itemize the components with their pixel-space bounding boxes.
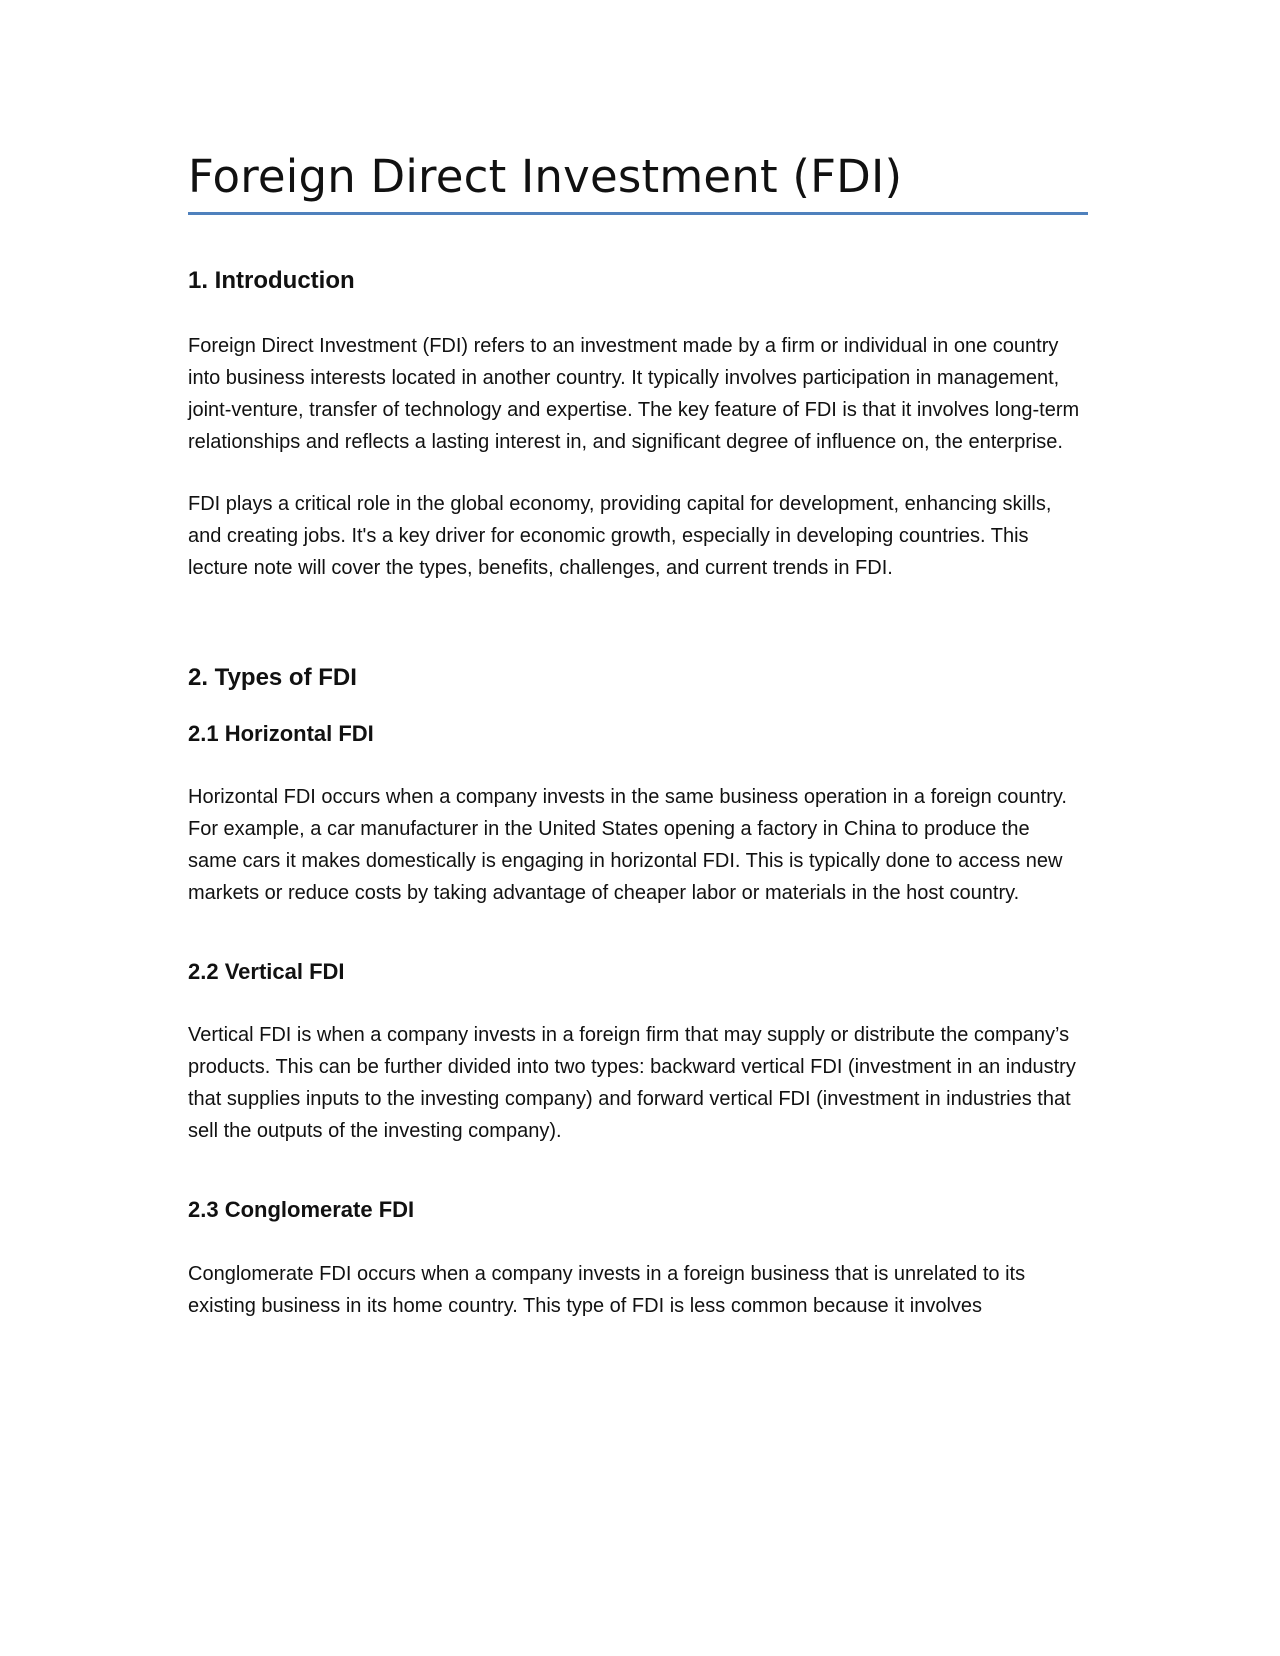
document-title: Foreign Direct Investment (FDI) [188, 150, 1088, 215]
intro-paragraph-1: Foreign Direct Investment (FDI) refers to an investment made by a firm or individual in one country into business interests located in another country. It typically involves participation in management, joint-venture, transfer of technology and expertise. The key feature of FDI is that it involves long-term relationships and reflects a lasting interest in, and significant degree of influence on, the enterprise. [188, 334, 1080, 453]
document-body [188, 150, 1088, 1322]
section-heading-introduction: 1. Introduction [188, 267, 355, 294]
horizontal-fdi-paragraph: Horizontal FDI occurs when a company invests in the same business operation in a foreign country. For example, a car manufacturer in the United States opening a factory in China to produce the same cars it makes domestically is engaging in horizontal FDI. This is typically done to access new markets or reduce costs by taking advantage of cheaper labor or materials in the host country. [188, 785, 1067, 904]
subsection-heading-vertical: 2.2 Vertical FDI [188, 958, 345, 984]
subsection-heading-conglomerate: 2.3 Conglomerate FDI [188, 1197, 415, 1223]
section-heading-types: 2. Types of FDI [188, 663, 357, 691]
vertical-fdi-paragraph: Vertical FDI is when a company invests in a foreign firm that may supply or distribute the company’s products. This can be further divided into two types: backward vertical FDI (investment in an industry that supplies inputs to the investing company) and forward vertical FDI (investment in industries that sell the outputs of the investing company). [188, 1024, 1076, 1143]
subsection-heading-horizontal: 2.1 Horizontal FDI [188, 720, 374, 746]
conglomerate-fdi-paragraph: Conglomerate FDI occurs when a company invests in a foreign business that is unrelated to its existing business in its home country. This type of FDI is less common because it involves [188, 1262, 1026, 1317]
intro-paragraph-2: FDI plays a critical role in the global economy, providing capital for development, enhancing skills, and creating jobs. It's a key driver for economic growth, especially in developing countries. This lecture note will cover the types, benefits, challenges, and current trends in FDI. [188, 492, 1052, 579]
